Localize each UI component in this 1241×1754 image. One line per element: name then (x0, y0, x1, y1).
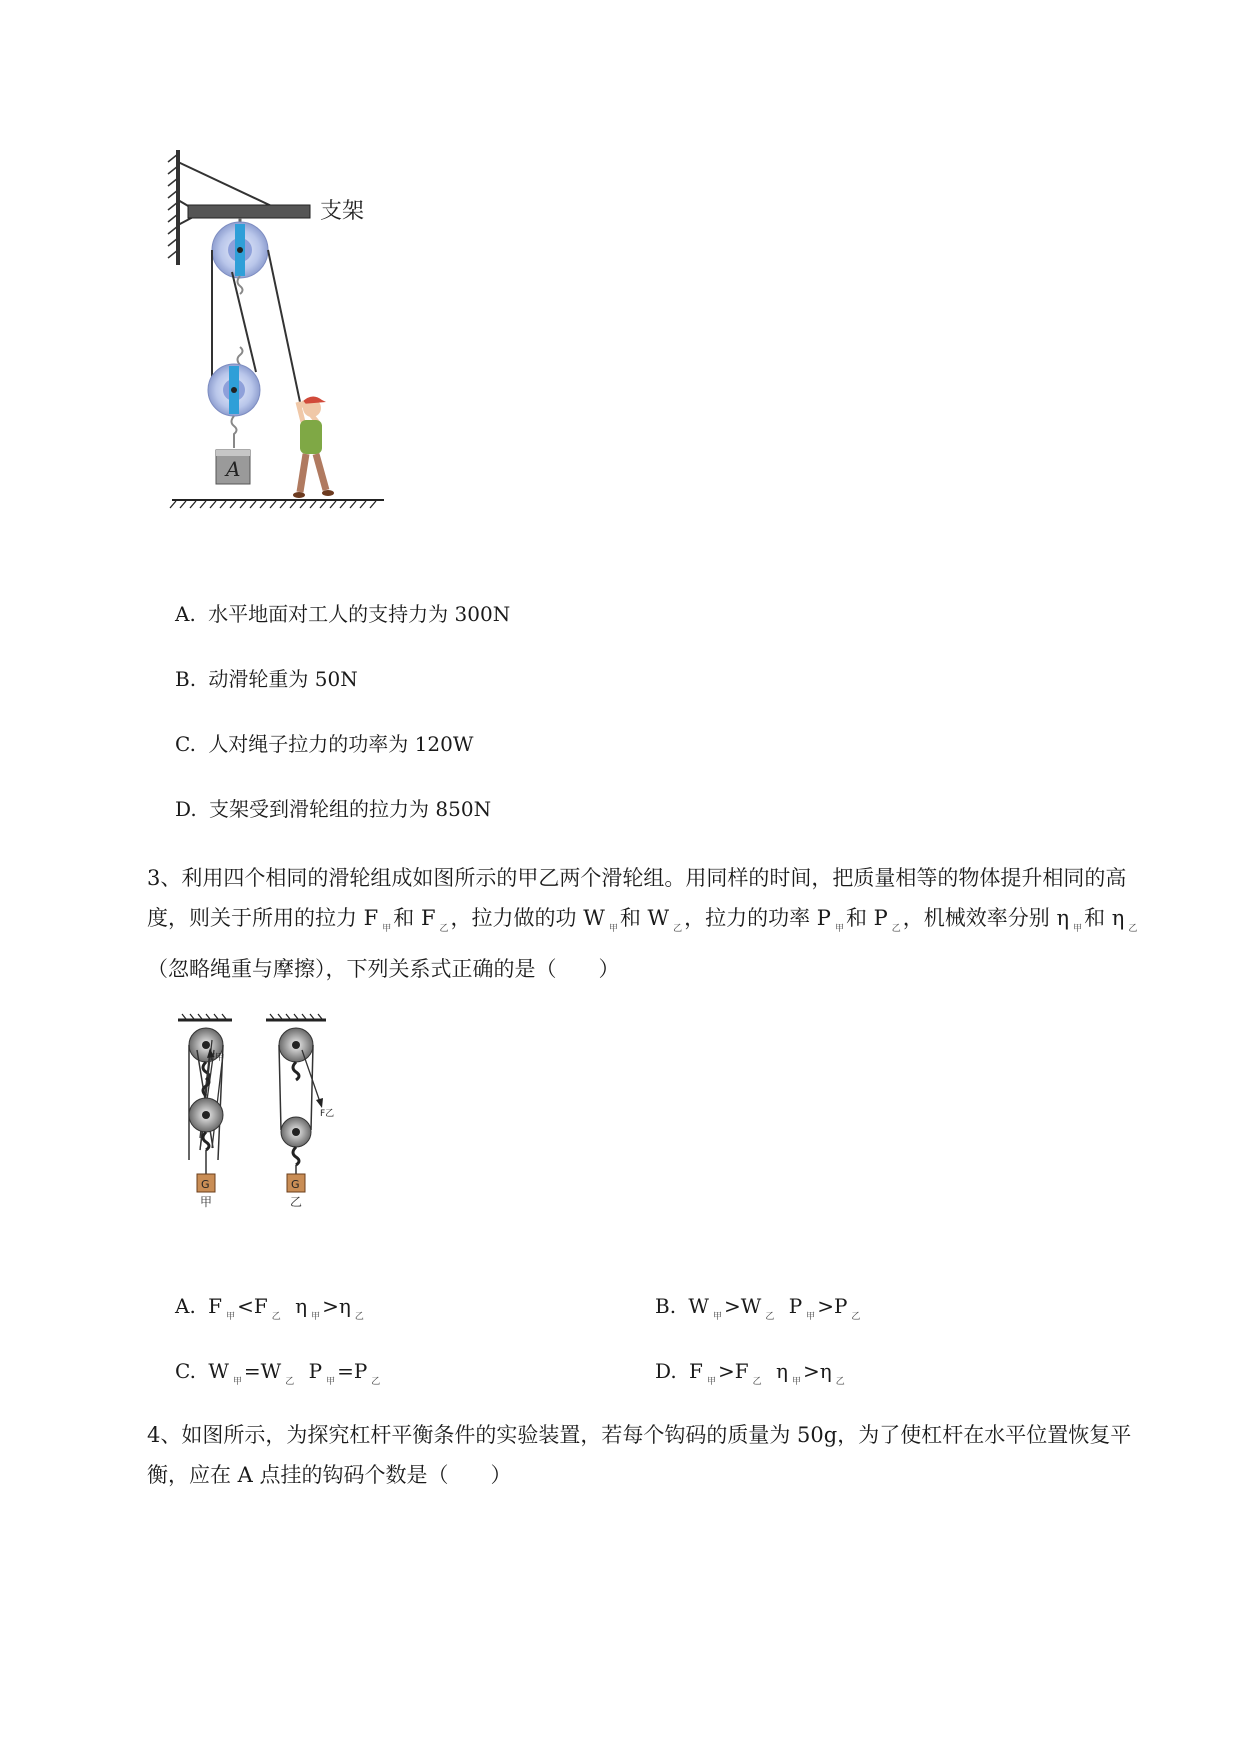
block-a-label: A (226, 457, 241, 481)
option-letter: A. (175, 602, 196, 626)
force-jia-label: F甲 (210, 1053, 225, 1063)
option-text: 水平地面对工人的支持力为 300N (208, 602, 511, 626)
q3-option-d[interactable]: D. F $_甲$ >F $_乙$ η $_甲$ >η $_乙$ (655, 1359, 845, 1387)
q3-option-a[interactable]: A. F $_甲$ <F $_乙$ η $_甲$ >η $_乙$ (175, 1294, 364, 1322)
q2-option-b[interactable] (175, 666, 358, 692)
weight-label-jia: G (201, 1178, 210, 1191)
option-text: 人对绳子拉力的功率为 120W (208, 732, 474, 756)
caption-yi: 乙 (290, 1195, 303, 1209)
question-4: 4、如图所示，为探究杠杆平衡条件的实验装置，若每个钩码的质量为 50g，为了使杠杆在水平位置恢复平衡，应在 A 点挂的钩码个数是（ ） (147, 1423, 1132, 1487)
option-text: 支架受到滑轮组的拉力为 850N (209, 797, 492, 821)
force-yi-label: F乙 (320, 1109, 335, 1119)
q2-option-a[interactable] (175, 601, 510, 627)
q2-option-d[interactable] (175, 796, 491, 822)
option-letter: B. (175, 667, 197, 691)
bracket-label: 支架 (320, 199, 365, 224)
weight-label-yi: G (291, 1178, 300, 1191)
option-letter: D. (175, 797, 197, 821)
option-letter: C. (175, 732, 196, 756)
q3-option-c[interactable]: C. W $_甲$ =W $_乙$ P $_甲$ =P $_乙$ (175, 1359, 381, 1387)
q3-option-b[interactable]: B. W $_甲$ >W $_乙$ P $_甲$ >P $_乙$ (655, 1294, 861, 1322)
option-text: 动滑轮重为 50N (208, 667, 358, 691)
two-pulley-groups-figure (170, 1010, 360, 1250)
question-3: 3、利用四个相同的滑轮组成如图所示的甲乙两个滑轮组。用同样的时间，把质量相等的物体提升相同的高度，则关于所用的拉力 F $_甲$和 F $_乙$，拉力做的功 W $_甲$和 W $_乙$，拉力的功率 P $_甲$和 P $_乙$，机械效率分别 η $_甲$和 η $_乙$（忽略绳重与摩擦），下列关系式正确的是（ ） (147, 866, 1138, 981)
pulley-worker-figure (160, 140, 460, 580)
q2-option-c[interactable] (175, 731, 473, 757)
caption-jia: 甲 (200, 1195, 213, 1209)
